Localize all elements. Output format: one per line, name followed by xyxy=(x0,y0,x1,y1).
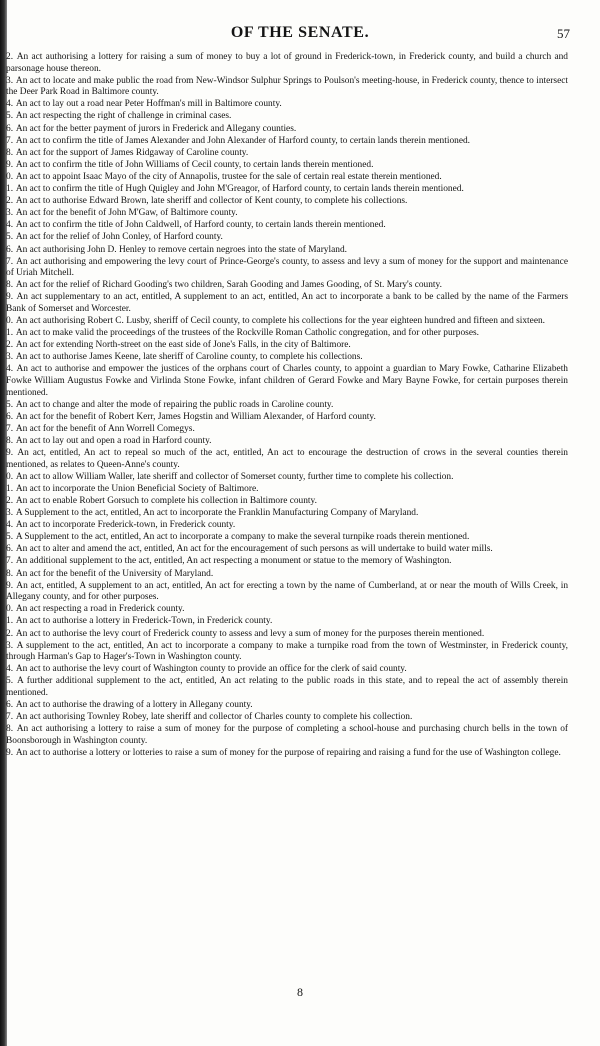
act-text: An act for the relief of John Conley, of Harford county. xyxy=(15,232,223,243)
act-entry xyxy=(6,556,568,568)
act-number: 5. xyxy=(6,676,14,687)
act-text: An act to confirm the title of John Williams of Cecil county, to certain lands therein mentioned. xyxy=(15,159,374,170)
act-number: 7. xyxy=(6,712,14,723)
act-number: 9. xyxy=(6,448,14,459)
act-entry xyxy=(6,160,568,172)
act-entry xyxy=(6,424,568,436)
act-text: An act for the benefit of John M'Gaw, of Baltimore county. xyxy=(15,208,238,219)
act-number: 3. xyxy=(6,75,14,86)
act-text: An act respecting the right of challenge in criminal cases. xyxy=(15,111,232,122)
act-number: 0. xyxy=(6,316,14,327)
act-number: 4. xyxy=(6,520,14,531)
act-number: 9. xyxy=(6,747,14,758)
page-title: OF THE SENATE. xyxy=(230,24,370,41)
act-entry xyxy=(6,148,568,160)
act-text: An act to authorise and empower the justices of the orphans court of Charles county, to appoint a guardian to Mary Fowke, Catharine Elizabeth Fowke William Augustus Fowke and Virlinda Stone Fowke, infant children of Gerard Fowke and Mary Bayne Fowke, for certain purposes therein mentioned. xyxy=(6,364,568,398)
act-number: 1. xyxy=(6,483,14,494)
act-text: An act to incorporate the Union Beneficial Society of Baltimore. xyxy=(15,483,259,494)
act-entry xyxy=(6,616,568,628)
act-text: An act to authorise the levy court of Frederick county to assess and levy a sum of money for the purposes therein mentioned. xyxy=(15,628,485,639)
act-text: An act to authorise Edward Brown, late sheriff and collector of Kent county, to complete his collections. xyxy=(15,196,408,207)
act-text: An act authorising and empowering the levy court of Prince-George's county, to assess and levy a sum of money for the support and maintenance of Uriah Mitchell. xyxy=(6,256,568,279)
act-text: An act authorising John D. Henley to remove certain negroes into the state of Maryland. xyxy=(15,244,347,255)
act-number: 1. xyxy=(6,328,14,339)
act-number: 2. xyxy=(6,340,14,351)
act-entry xyxy=(6,448,568,471)
act-entry xyxy=(6,292,568,315)
act-number: 2. xyxy=(6,52,14,62)
act-entry xyxy=(6,316,568,328)
act-number: 7. xyxy=(6,256,14,267)
act-entry xyxy=(6,328,568,340)
act-entry xyxy=(6,641,568,664)
act-number: 9. xyxy=(6,159,14,170)
act-text: An act to allow William Waller, late sheriff and collector of Somerset county, further time to complete his collection. xyxy=(15,471,454,482)
act-entry xyxy=(6,484,568,496)
act-text: An act to lay out and open a road in Harford county. xyxy=(15,436,212,446)
act-text: An act to enable Robert Gorsuch to complete his collection in Baltimore county. xyxy=(15,495,317,506)
act-text: An act for the relief of Richard Gooding's two children, Sarah Gooding and James Gooding, of St. Mary's county. xyxy=(15,280,442,291)
act-number: 6. xyxy=(6,123,14,134)
act-text: An act authorising Townley Robey, late sheriff and collector of Charles county to complete his collection. xyxy=(15,712,413,723)
act-entry xyxy=(6,748,568,760)
act-number: 6. xyxy=(6,244,14,255)
act-text: An act to locate and make public the road from New-Windsor Sulphur Springs to Poulson's meeting-house, in Frederick county, thence to intersect the Deer Park Road in Baltimore county. xyxy=(6,75,568,98)
act-entry xyxy=(6,99,568,111)
act-entry xyxy=(6,520,568,532)
act-text: An act to confirm the title of James Alexander and John Alexander of Harford county, to certain lands therein mentioned. xyxy=(15,135,471,146)
act-entry xyxy=(6,508,568,520)
act-number: 3. xyxy=(6,640,14,651)
act-entry xyxy=(6,544,568,556)
act-entry xyxy=(6,712,568,724)
act-text: A Supplement to the act, entitled, An act to incorporate a company to make the several turnpike roads therein mentioned. xyxy=(15,532,470,543)
act-entry xyxy=(6,124,568,136)
act-entry xyxy=(6,172,568,184)
act-text: An act for the better payment of jurors in Frederick and Allegany counties. xyxy=(15,123,297,134)
act-entry xyxy=(6,629,568,641)
act-number: 0. xyxy=(6,171,14,182)
act-text: An act to alter and amend the act, entitled, An act for the encouragement of such persons as will undertake to build water mills. xyxy=(15,544,493,555)
act-number: 2. xyxy=(6,628,14,639)
act-number: 4. xyxy=(6,220,14,231)
act-number: 4. xyxy=(6,99,14,110)
act-text: An act to authorise the levy court of Washington county to provide an office for the clerk of said county. xyxy=(15,664,407,675)
act-entry xyxy=(6,496,568,508)
act-entry xyxy=(6,196,568,208)
act-entry xyxy=(6,220,568,232)
act-text: An act authorising Robert C. Lusby, sheriff of Cecil county, to complete his collections for the year eighteen hundred and fifteen and sixteen. xyxy=(15,316,546,327)
act-entry xyxy=(6,340,568,352)
act-text: An act to incorporate Frederick-town, in Frederick county. xyxy=(15,520,236,531)
act-text: A supplement to the act, entitled, An act to incorporate a company to make a turnpike road from the town of Westminster, in Frederick county, through Harman's Gap to Hager's-Town in Washington county. xyxy=(6,640,569,663)
act-text: An act to change and alter the mode of repairing the public roads in Caroline county. xyxy=(15,399,334,410)
act-number: 5. xyxy=(6,232,14,243)
act-entry xyxy=(6,472,568,484)
act-text: An act, entitled, A supplement to an act, entitled, An act for erecting a town by the name of Cumberland, at or near the mouth of Wills Creek, in Allegany county, and for other purposes. xyxy=(6,580,569,603)
act-number: 8. xyxy=(6,280,14,291)
act-number: 5. xyxy=(6,399,14,410)
page-header xyxy=(0,24,600,46)
act-text: An act to lay out a road near Peter Hoffman's mill in Baltimore county. xyxy=(15,99,282,110)
act-text: A further additional supplement to the act, entitled, An act relating to the public roads in this state, and to repeal the act of assembly therein mentioned. xyxy=(6,676,568,698)
act-number: 1. xyxy=(6,184,14,195)
act-number: 6. xyxy=(6,700,14,711)
act-text: An act to confirm the title of John Caldwell, of Harford county, to certain lands therein mentioned. xyxy=(15,220,386,231)
act-text: An act to appoint Isaac Mayo of the city of Annapolis, trustee for the sale of certain real estate therein mentioned. xyxy=(15,171,442,182)
signature-mark: 8 xyxy=(297,985,303,999)
act-entry xyxy=(6,724,568,747)
act-number: 8. xyxy=(6,568,14,579)
act-text: An act to confirm the title of Hugh Quigley and John M'Greagor, of Harford county, to certain lands therein mentioned. xyxy=(15,184,464,195)
act-entry xyxy=(6,664,568,676)
act-number: 2. xyxy=(6,495,14,506)
act-text: An act for the support of James Ridgaway of Caroline county. xyxy=(15,147,249,158)
act-entry xyxy=(6,569,568,581)
act-entry xyxy=(6,111,568,123)
act-text: A Supplement to the act, entitled, An act to incorporate the Franklin Manufacturing Company of Maryland. xyxy=(15,508,419,519)
act-number: 6. xyxy=(6,411,14,422)
act-entry xyxy=(6,232,568,244)
act-entry xyxy=(6,532,568,544)
act-number: 1. xyxy=(6,616,14,627)
act-number: 7. xyxy=(6,423,14,434)
act-entry xyxy=(6,257,568,280)
act-number: 7. xyxy=(6,556,14,567)
act-entry xyxy=(6,52,568,75)
act-text: An act for the benefit of Ann Worrell Comegys. xyxy=(15,423,195,434)
act-number: 8. xyxy=(6,436,14,446)
act-number: 0. xyxy=(6,604,14,615)
act-entry xyxy=(6,700,568,712)
act-entry xyxy=(6,184,568,196)
act-text: An act to authorise James Keene, late sheriff of Caroline county, to complete his collections. xyxy=(15,352,363,363)
act-entry xyxy=(6,581,568,604)
act-number: 3. xyxy=(6,352,14,363)
act-text: An act supplementary to an act, entitled, A supplement to an act, entitled, An act to incorporate a bank to be called by the name of the Farmers Bank of Somerset and Worcester. xyxy=(6,292,569,314)
act-entry xyxy=(6,436,568,448)
act-entry xyxy=(6,136,568,148)
act-text: An additional supplement to the act, entitled, An act respecting a monument or statue to the memory of Washington. xyxy=(15,556,452,567)
act-number: 8. xyxy=(6,724,14,735)
act-number: 5. xyxy=(6,532,14,543)
act-number: 4. xyxy=(6,364,14,375)
act-text: An act to authorise a lottery or lotteries to raise a sum of money for the purpose of repairing and raising a fund for the use of Washington college. xyxy=(15,747,561,758)
act-number: 0. xyxy=(6,471,14,482)
act-number: 7. xyxy=(6,135,14,146)
act-entry xyxy=(6,280,568,292)
act-entry xyxy=(6,245,568,257)
act-entry xyxy=(6,412,568,424)
act-number: 3. xyxy=(6,208,14,219)
act-number: 2. xyxy=(6,196,14,207)
act-number: 8. xyxy=(6,147,14,158)
act-entry xyxy=(6,76,568,99)
act-number: 5. xyxy=(6,111,14,122)
act-entry xyxy=(6,208,568,220)
act-text: An act, entitled, An act to repeal so much of the act, entitled, An act to encourage the destruction of crows in the several counties therein mentioned, as relates to Queen-Anne's county. xyxy=(6,448,568,470)
act-text: An act for extending North-street on the east side of Jone's Falls, in the city of Baltimore. xyxy=(15,340,351,351)
page-number: 57 xyxy=(557,26,570,41)
act-entry xyxy=(6,604,568,616)
act-text: An act for the benefit of Robert Kerr, James Hogstin and William Alexander, of Harford county. xyxy=(15,411,376,422)
act-number: 9. xyxy=(6,580,14,591)
act-entry xyxy=(6,364,568,399)
act-number: 3. xyxy=(6,508,14,519)
act-number: 6. xyxy=(6,544,14,555)
act-number: 9. xyxy=(6,292,14,303)
act-text: An act to make valid the proceedings of the trustees of the Rockville Roman Catholic congregation, and for other purposes. xyxy=(15,328,479,339)
act-entry xyxy=(6,352,568,364)
act-entry xyxy=(6,676,568,699)
act-text: An act respecting a road in Frederick county. xyxy=(15,604,185,615)
act-text: An act to authorise the drawing of a lottery in Allegany county. xyxy=(15,700,253,711)
act-text: An act authorising a lottery to raise a sum of money for the purpose of completing a school-house and purchasing church bells in the town of Boonsborough in Washington county. xyxy=(6,724,568,746)
act-text: An act for the benefit of the University of Maryland. xyxy=(15,568,214,579)
act-entry xyxy=(6,400,568,412)
act-text: An act to authorise a lottery in Frederick-Town, in Frederick county. xyxy=(15,616,273,627)
act-number: 4. xyxy=(6,664,14,675)
acts-list xyxy=(6,52,568,760)
act-text: An act authorising a lottery for raising a sum of money to buy a lot of ground in Frederick-town, in Frederick county, and build a church and parsonage house thereon. xyxy=(6,52,568,74)
